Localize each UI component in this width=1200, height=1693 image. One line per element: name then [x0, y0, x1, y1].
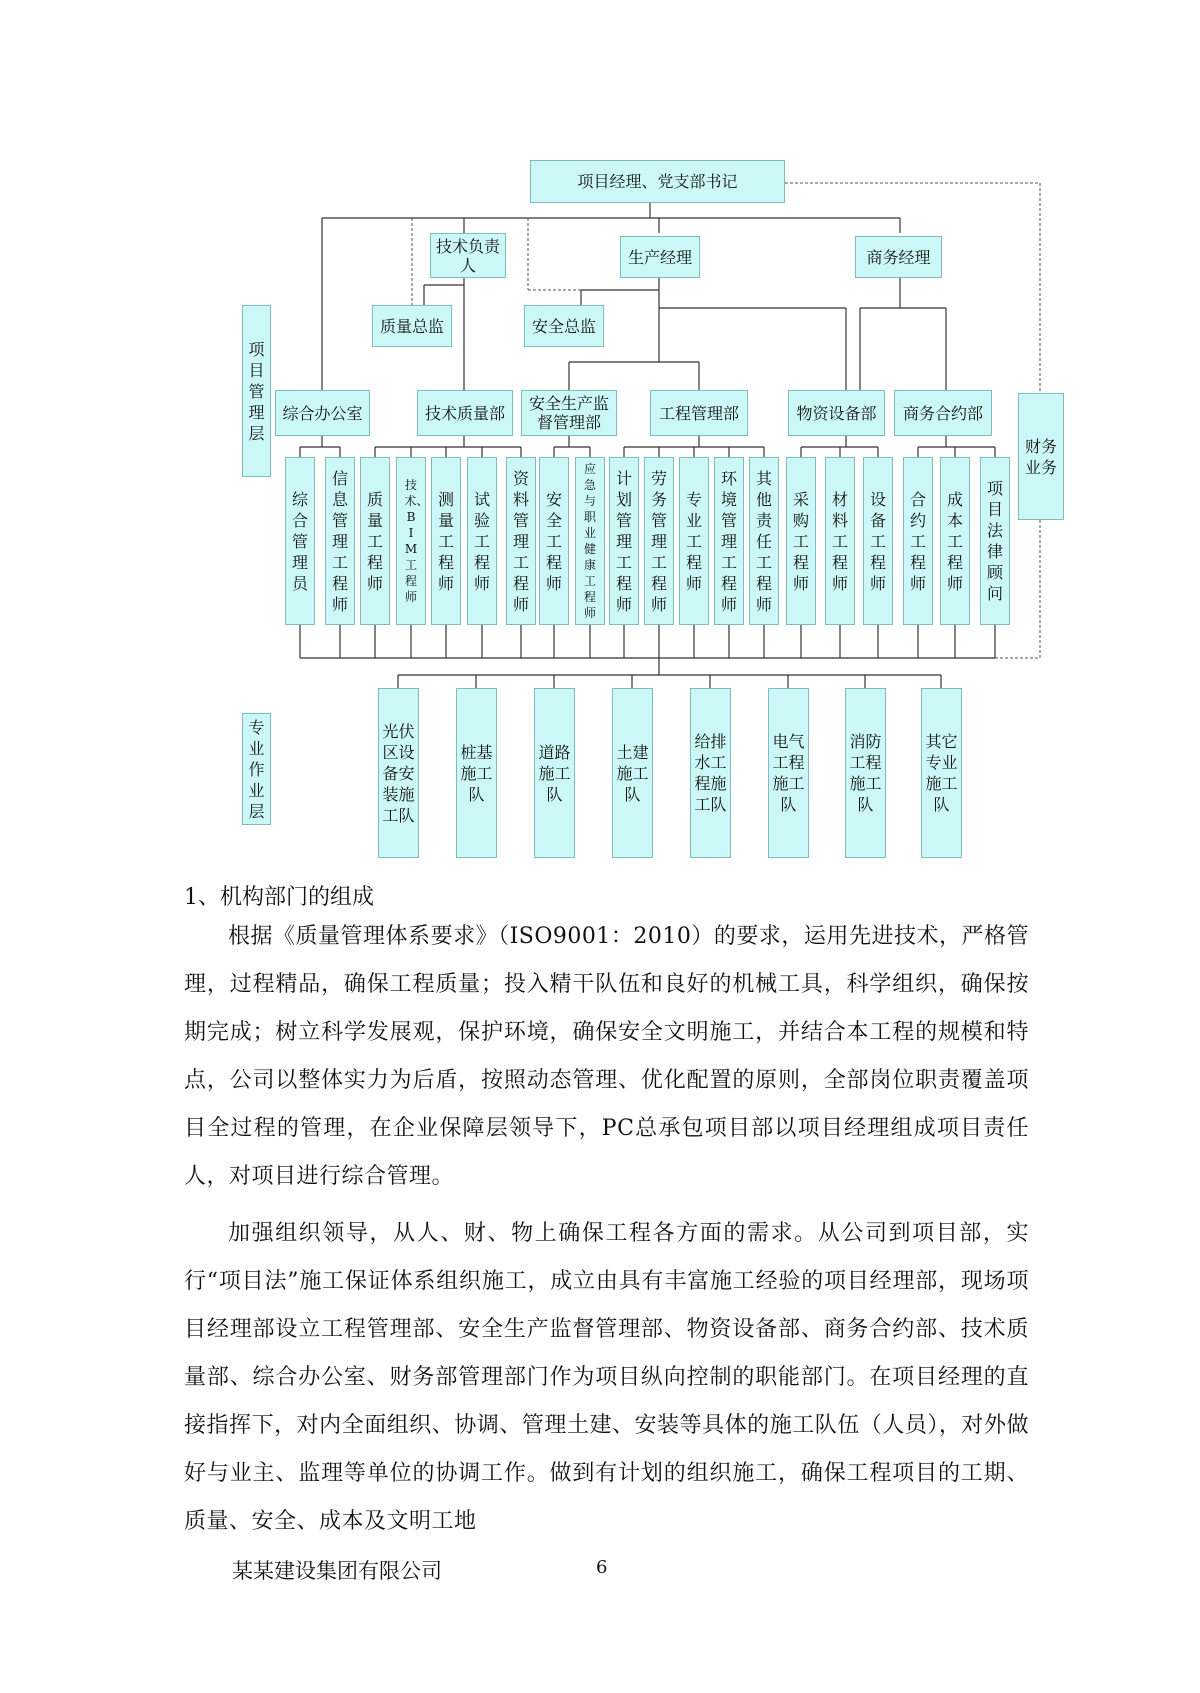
chart-layer-work: 专业作业层 — [242, 713, 271, 825]
chart-dept: 工程管理部 — [650, 390, 748, 436]
body-paragraph: 加强组织领导，从人、财、物上确保工程各方面的需求。从公司到项目部，实行“项目法”施工保证体系组织施工，成立由具有丰富施工经验的项目经理部，现场项目经理部设立工程管理部、安全生产监督管理部、物资设备部、商务合约部、技术质量部、综合办公室、财务部管理部门作为项目纵向控制的职能部门。在项目经理的直接指挥下，对内全面组织、协调、管理土建、安装等具体的施工队伍（人员），对外做好与业主、监理等单位的协调工作。做到有计划的组织施工，确保工程项目的工期、质量、安全、成本及文明工地 — [184, 1221, 1029, 1534]
chart-staff: 设备工程师 — [863, 457, 893, 625]
chart-staff: 劳务管理工程师 — [644, 457, 674, 625]
chart-staff: 其他责任工程师 — [749, 457, 779, 625]
chart-staff: 计划管理工程师 — [609, 457, 639, 625]
chart-staff: 专业工程师 — [679, 457, 709, 625]
chart-staff: 质量工程师 — [360, 457, 390, 625]
chart-team: 其它专业施工队 — [921, 688, 962, 858]
chart-staff: 测量工程师 — [431, 457, 461, 625]
chart-dept: 综合办公室 — [275, 390, 370, 436]
chart-staff: 合约工程师 — [903, 457, 933, 625]
chart-team: 桩基施工队 — [456, 688, 497, 858]
chart-staff: 资料管理工程师 — [506, 457, 536, 625]
chart-dept: 安全生产监督管理部 — [521, 390, 617, 436]
chart-team: 土建施工队 — [612, 688, 653, 858]
chart-team: 给排水工程施工队 — [690, 688, 731, 858]
chart-staff: 试验工程师 — [467, 457, 497, 625]
chart-node-quality-director: 质量总监 — [372, 305, 452, 347]
chart-node-finance: 财务业务 — [1018, 393, 1064, 520]
chart-staff: 技术、BIM工程师 — [396, 457, 426, 625]
chart-node-project-manager: 项目经理、党支部书记 — [530, 160, 785, 203]
footer-company: 某某建设集团有限公司 — [232, 1559, 442, 1583]
chart-staff: 环境管理工程师 — [714, 457, 744, 625]
chart-team: 消防工程施工队 — [845, 688, 886, 858]
chart-staff: 材料工程师 — [825, 457, 855, 625]
chart-dept: 商务合约部 — [894, 390, 992, 436]
chart-dept: 物资设备部 — [788, 390, 885, 436]
chart-staff: 项目法律顾问 — [980, 457, 1010, 625]
chart-staff: 应急与职业健康工程师 — [575, 457, 605, 625]
chart-staff: 成本工程师 — [940, 457, 970, 625]
chart-layer-management: 项目管理层 — [242, 305, 271, 477]
chart-staff: 采购工程师 — [786, 457, 816, 625]
chart-team: 道路施工队 — [534, 688, 575, 858]
body-paragraph: 根据《质量管理体系要求》（ISO9001：2010）的要求，运用先进技术，严格管理，过程精品，确保工程质量；投入精干队伍和良好的机械工具，科学组织，确保按期完成；树立科学发展观，保护环境，确保安全文明施工，并结合本工程的规模和特点，公司以整体实力为后盾，按照动态管理、优化配置的原则，全部岗位职责覆盖项目全过程的管理，在企业保障层领导下，PC总承包项目部以项目经理组成项目责任人，对项目进行综合管理。 — [184, 924, 1029, 1189]
chart-node-safety-director: 安全总监 — [524, 305, 604, 347]
chart-team: 电气工程施工队 — [768, 688, 809, 858]
chart-node-tech-head: 技术负责人 — [430, 233, 506, 278]
chart-node-business-manager: 商务经理 — [855, 236, 942, 278]
chart-staff: 信息管理工程师 — [325, 457, 355, 625]
chart-staff: 综合管理员 — [285, 457, 315, 625]
section-heading: 1、机构部门的组成 — [184, 885, 374, 910]
chart-node-production-manager: 生产经理 — [620, 236, 700, 278]
chart-team: 光伏区设备安装施工队 — [378, 688, 419, 858]
chart-dept: 技术质量部 — [417, 390, 513, 436]
chart-staff: 安全工程师 — [539, 457, 569, 625]
footer-page-number: 6 — [596, 1557, 608, 1578]
